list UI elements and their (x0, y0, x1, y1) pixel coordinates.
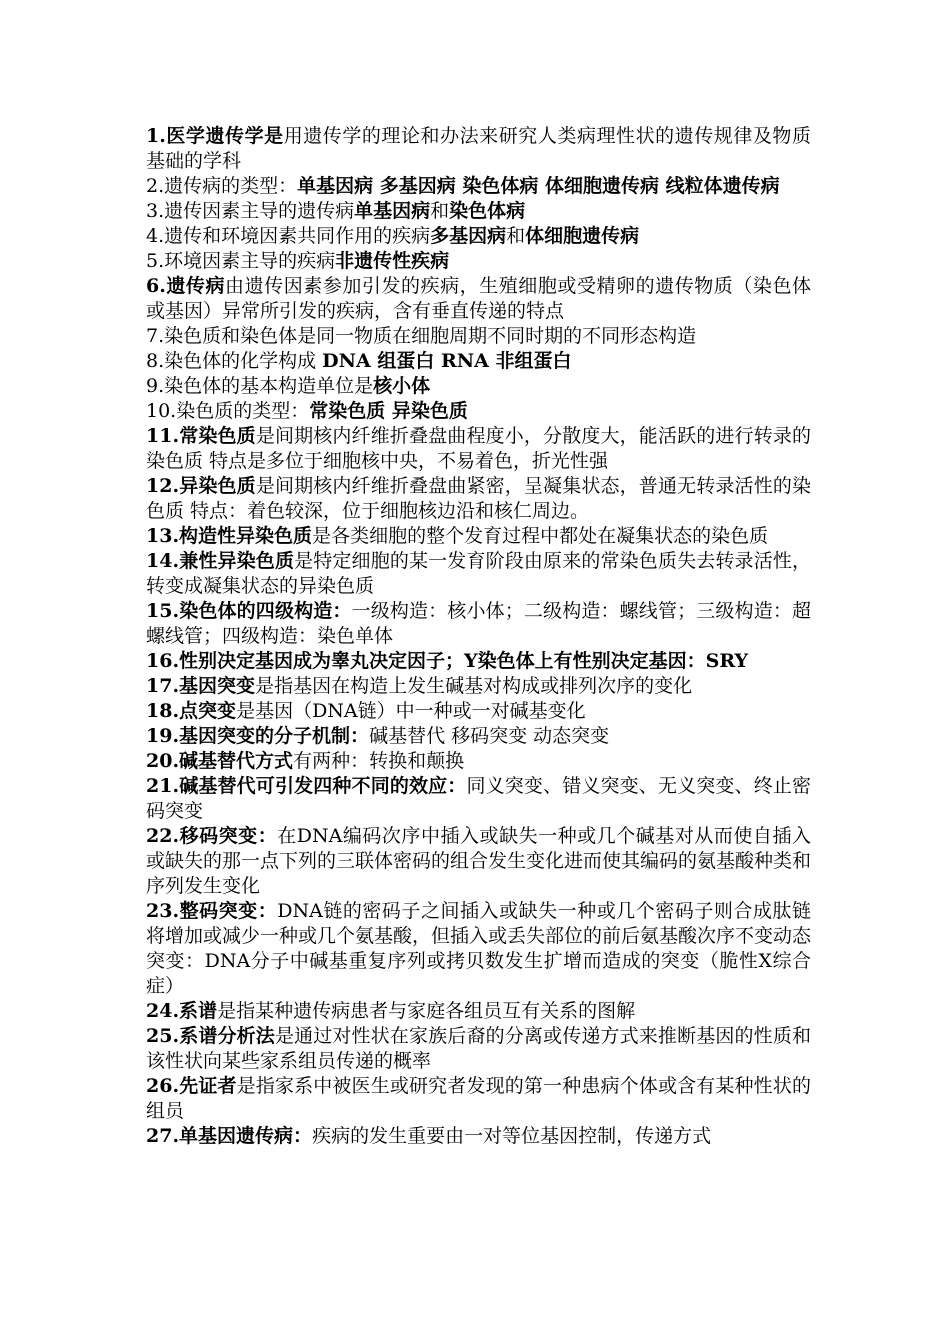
paragraph-13: 13.构造性异染色质是各类细胞的整个发育过程中都处在凝集状态的染色质 (146, 525, 769, 547)
paragraph-10: 10.染色质的类型：常染色质 异染色质 (146, 400, 468, 422)
paragraph-3: 3.遗传因素主导的遗传病单基因病和染色体病 (146, 200, 526, 222)
paragraph-1: 1.医学遗传学是用遗传学的理论和办法来研究人类病理性状的遗传规律及物质基础的学科 (146, 125, 811, 172)
paragraph-27: 27.单基因遗传病：疾病的发生重要由一对等位基因控制，传递方式 (146, 1125, 712, 1147)
paragraph-12: 12.异染色质是间期核内纤维折叠盘曲紧密，呈凝集状态，普通无转录活性的染色质 特点：着色较深，位于细胞核边沿和核仁周边。 (146, 475, 811, 522)
paragraph-17: 17.基因突变是指基因在构造上发生碱基对构成或排列次序的变化 (146, 675, 693, 697)
paragraph-11: 11.常染色质是间期核内纤维折叠盘曲程度小，分散度大，能活跃的进行转录的染色质 特点是多位于细胞核中央，不易着色，折光性强 (146, 425, 811, 472)
paragraph-26: 26.先证者是指家系中被医生或研究者发现的第一种患病个体或含有某种性状的组员 (146, 1075, 811, 1122)
paragraph-19: 19.基因突变的分子机制：碱基替代 移码突变 动态突变 (146, 725, 610, 747)
paragraph-14: 14.兼性异染色质是特定细胞的某一发育阶段由原来的常染色质失去转录活性，转变成凝集状态的异染色质 (146, 550, 811, 597)
paragraph-18: 18.点突变是基因（DNA链）中一种或一对碱基变化 (146, 700, 586, 722)
paragraph-7: 7.染色质和染色体是同一物质在细胞周期不同时期的不同形态构造 (146, 325, 697, 347)
paragraph-23: 23.整码突变：DNA链的密码子之间插入或缺失一种或几个密码子则合成肽链将增加或减少一种或几个氨基酸，但插入或丢失部位的前后氨基酸次序不变动态突变：DNA分子中碱基重复序列或拷贝数发生扩增而造成的突变（脆性X综合症） (146, 900, 812, 997)
paragraph-5: 5.环境因素主导的疾病非遗传性疾病 (146, 250, 450, 272)
paragraph-2: 2.遗传病的类型：单基因病 多基因病 染色体病 体细胞遗传病 线粒体遗传病 (146, 175, 780, 197)
paragraph-4: 4.遗传和环境因素共同作用的疾病多基因病和体细胞遗传病 (146, 225, 640, 247)
paragraph-22: 22.移码突变：在DNA编码次序中插入或缺失一种或几个碱基对从而使自插入或缺失的那一点下列的三联体密码的组合发生变化进而使其编码的氨基酸种类和序列发生变化 (146, 825, 812, 897)
paragraph-25: 25.系谱分析法是通过对性状在家族后裔的分离或传递方式来推断基因的性质和该性状向某些家系组员传递的概率 (146, 1025, 811, 1072)
paragraph-24: 24.系谱是指某种遗传病患者与家庭各组员互有关系的图解 (146, 1000, 636, 1022)
paragraph-8: 8.染色体的化学构成 DNA 组蛋白 RNA 非组蛋白 (146, 350, 572, 372)
document-body (146, 124, 811, 1149)
paragraph-15: 15.染色体的四级构造：一级构造：核小体；二级构造：螺线管；三级构造：超螺线管；四级构造：染色单体 (146, 600, 811, 647)
paragraph-20: 20.碱基替代方式有两种：转换和颠换 (146, 750, 465, 772)
paragraph-6: 6.遗传病由遗传因素参加引发的疾病，生殖细胞或受精卵的遗传物质（染色体或基因）异常所引发的疾病，含有垂直传递的特点 (146, 275, 811, 322)
paragraph-16: 16.性别决定基因成为睾丸决定因子；Y染色体上有性别决定基因：SRY (146, 650, 749, 672)
paragraph-21: 21.碱基替代可引发四种不同的效应：同义突变、错义突变、无义突变、终止密码突变 (146, 775, 811, 822)
paragraph-9: 9.染色体的基本构造单位是核小体 (146, 375, 431, 397)
